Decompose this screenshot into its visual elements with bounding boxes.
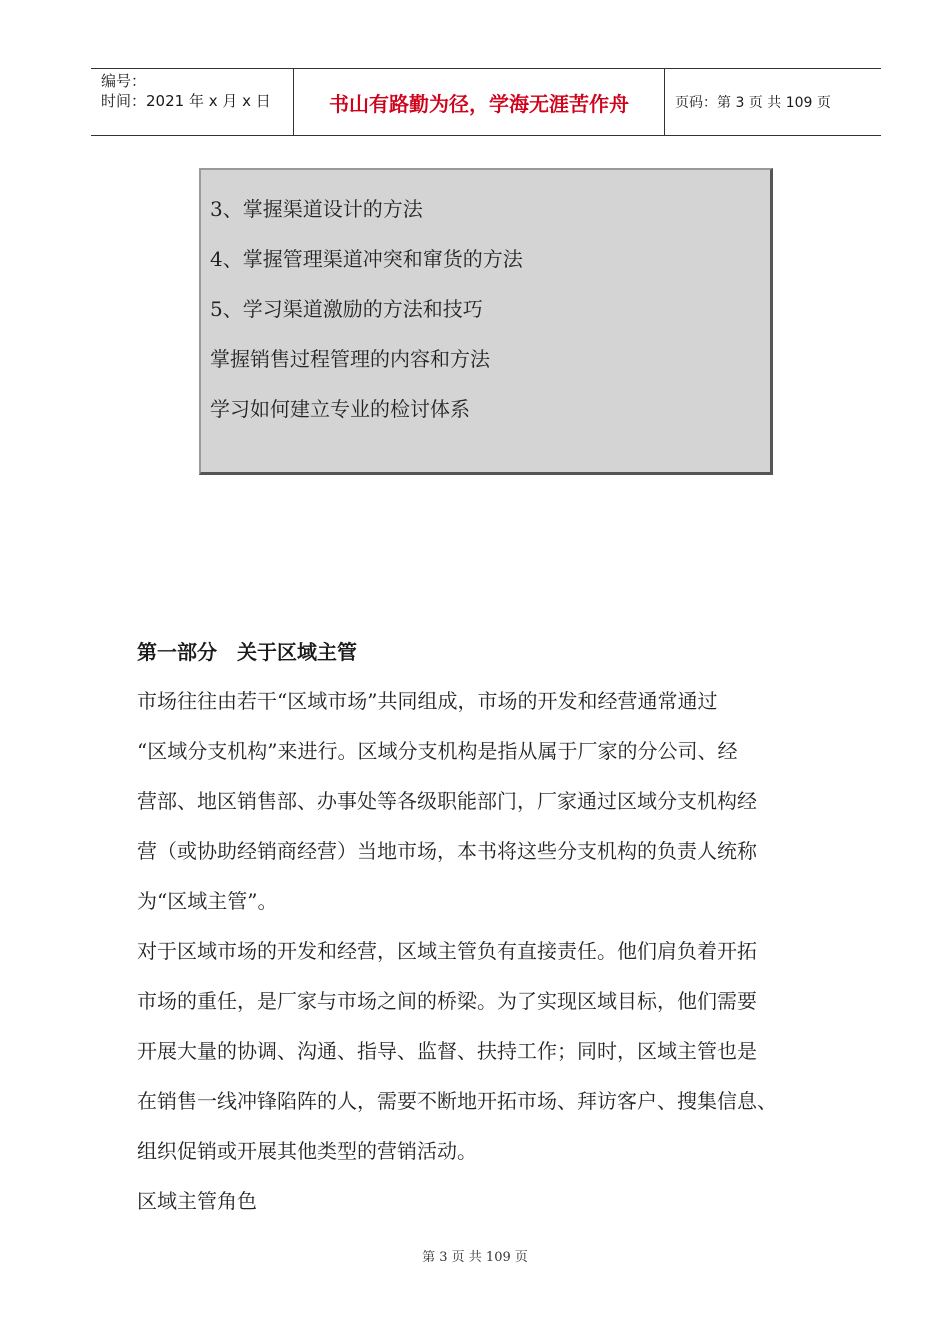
body-line: 为“区域主管”。 (137, 889, 278, 913)
section-body (137, 676, 867, 1226)
header-meta (91, 69, 293, 135)
section-title: 第一部分 关于区域主管 (137, 640, 357, 664)
body-line: 组织促销或开展其他类型的营销活动。 (137, 1139, 477, 1163)
objective-item: 掌握销售过程管理的内容和方法 (210, 347, 490, 371)
header-page-info: 页码：第 3 页 共 109 页 (675, 95, 831, 111)
objective-item: 4、掌握管理渠道冲突和窜货的方法 (210, 247, 523, 271)
header-motto: 书山有路勤为径，学海无涯苦作舟 (293, 69, 665, 135)
body-line: 对于区域市场的开发和经营，区域主管负有直接责任。他们肩负着开拓 (137, 939, 757, 963)
body-line: 营部、地区销售部、办事处等各级职能部门，厂家通过区域分支机构经 (137, 789, 757, 813)
page-header (91, 68, 881, 136)
objectives-box (199, 168, 773, 475)
body-line: 在销售一线冲锋陷阵的人，需要不断地开拓市场、拜访客户、搜集信息、 (137, 1089, 777, 1113)
body-line: 市场的重任，是厂家与市场之间的桥梁。为了实现区域目标，他们需要 (137, 989, 757, 1013)
objective-item: 5、学习渠道激励的方法和技巧 (210, 297, 483, 321)
number-label: 编号： (101, 72, 147, 90)
body-line: 区域主管角色 (137, 1189, 257, 1213)
body-line: 市场往往由若干“区域市场”共同组成，市场的开发和经营通常通过 (137, 689, 718, 713)
objective-item: 学习如何建立专业的检讨体系 (210, 397, 470, 421)
body-line: “区域分支机构”来进行。区域分支机构是指从属于厂家的分公司、经 (137, 739, 738, 763)
time-label: 时间：2021 年 x 月 x 日 (101, 92, 271, 110)
body-line: 营（或协助经销商经营）当地市场，本书将这些分支机构的负责人统称 (137, 839, 757, 863)
objective-item: 3、掌握渠道设计的方法 (210, 197, 423, 221)
page-footer: 第 3 页 共 109 页 (422, 1250, 528, 1265)
body-line: 开展大量的协调、沟通、指导、监督、扶持工作；同时，区域主管也是 (137, 1039, 757, 1063)
